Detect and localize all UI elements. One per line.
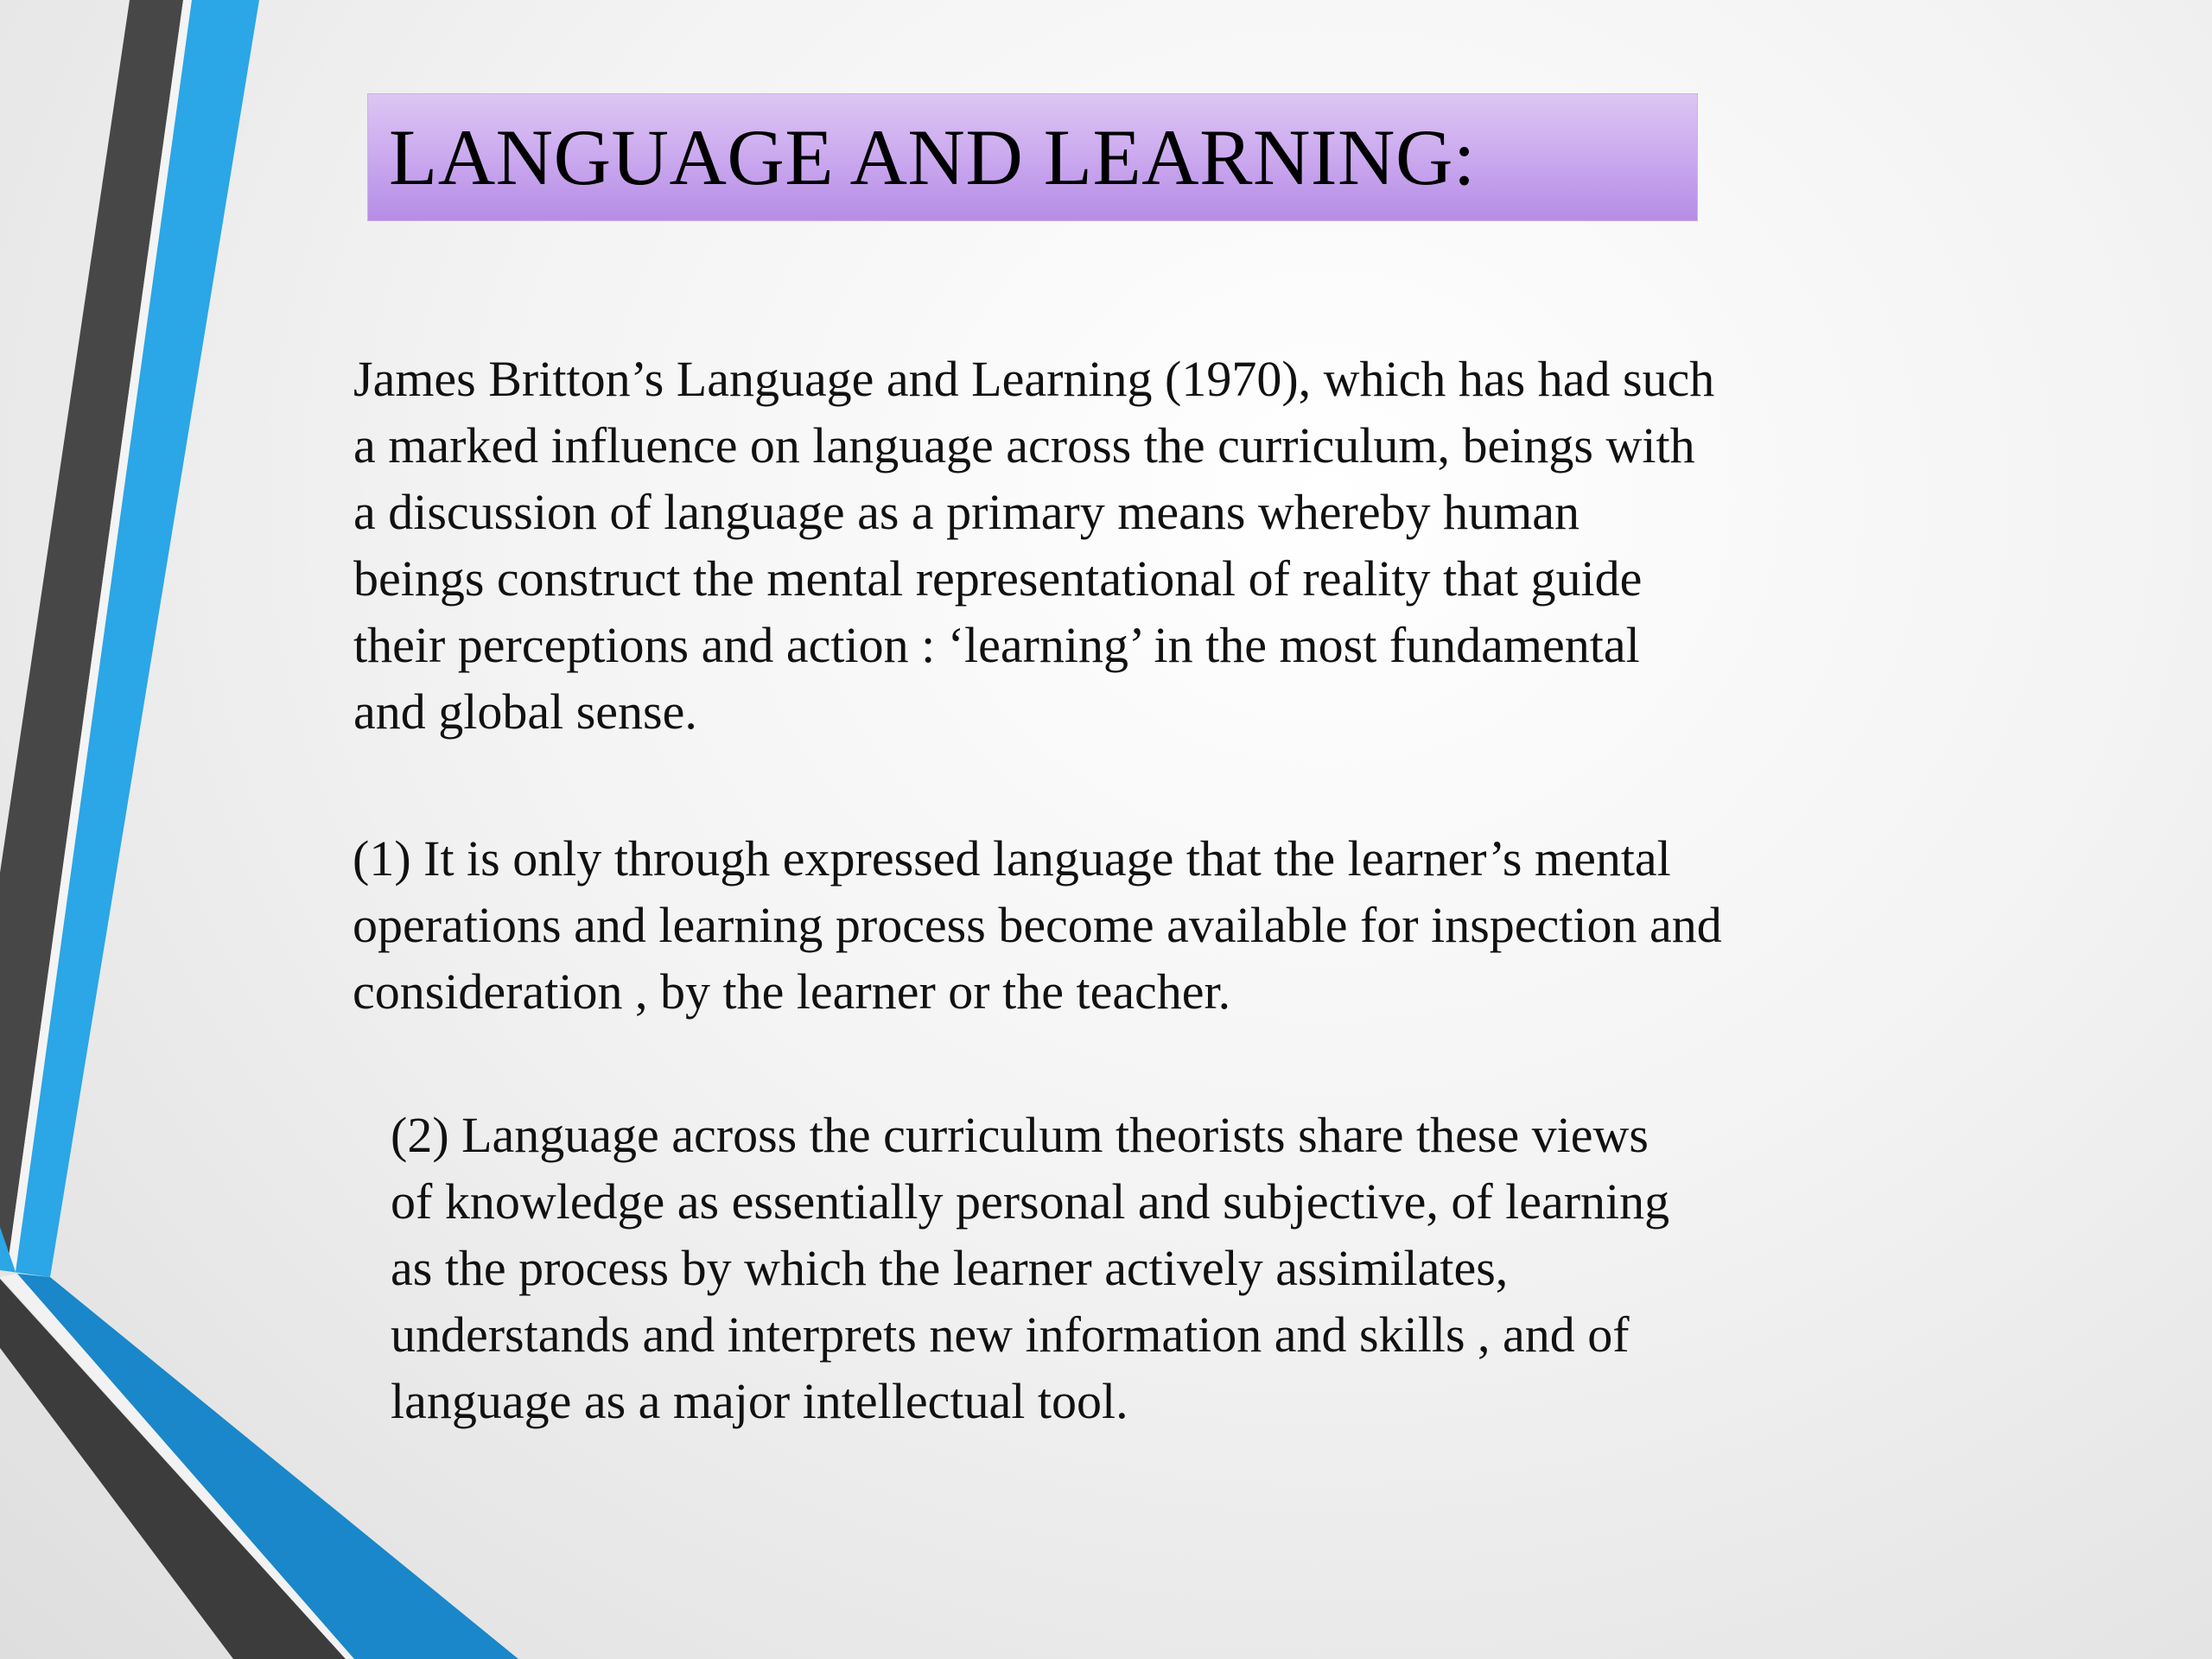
slide-title-box — [367, 93, 1698, 221]
paragraph-line: operations and learning process become available for inspection and — [353, 897, 1722, 953]
white-separator-lower — [0, 1274, 354, 1659]
slide-title: LANGUAGE AND LEARNING: — [389, 113, 1476, 201]
paragraph-point-1 — [353, 825, 1722, 1025]
paragraph-line: a marked influence on language across the curriculum, beings with — [353, 417, 1695, 474]
paragraph-line: (1) It is only through expressed language that the learner’s mental — [353, 830, 1671, 887]
paragraph-line: their perceptions and action : ‘learning’ in the most fundamental — [353, 617, 1640, 673]
paragraph-line: James Britton’s Language and Learning (1970), which has had such — [353, 351, 1715, 407]
paragraph-intro — [353, 346, 1714, 745]
paragraph-line: beings construct the mental representational of reality that guide — [353, 550, 1643, 607]
white-separator-stripe — [7, 0, 192, 1272]
paragraph-point-2 — [391, 1102, 1669, 1434]
paragraph-line: and global sense. — [353, 683, 697, 740]
paragraph-line: a discussion of language as a primary means whereby human — [353, 484, 1580, 540]
paragraph-line: of knowledge as essentially personal and subjective, of learning — [391, 1173, 1670, 1230]
dark-stripe-upper — [0, 0, 183, 1270]
paragraph-line: language as a major intellectual tool. — [391, 1373, 1128, 1429]
dark-stripe-lower — [0, 1279, 346, 1659]
paragraph-line: consideration , by the learner or the teacher. — [353, 963, 1231, 1020]
paragraph-line: (2) Language across the curriculum theorists share these views — [391, 1107, 1649, 1163]
paragraph-line: as the process by which the learner actively assimilates, — [391, 1240, 1509, 1296]
paragraph-line: understands and interprets new information and skills , and of — [391, 1306, 1630, 1363]
